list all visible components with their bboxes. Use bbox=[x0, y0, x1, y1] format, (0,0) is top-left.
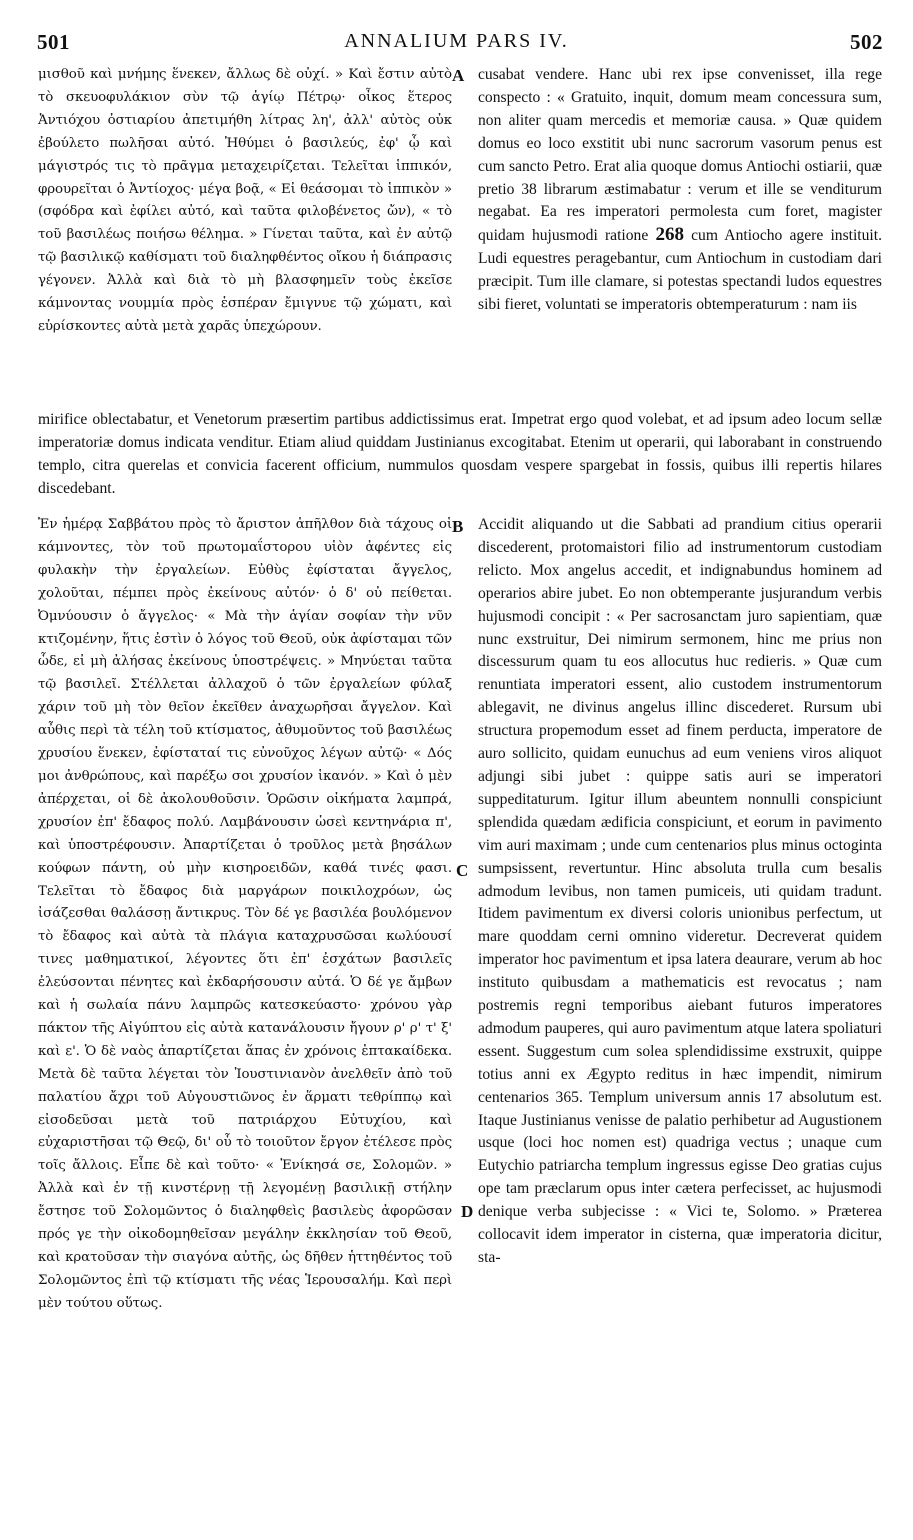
margin-marker-a: A bbox=[452, 66, 465, 85]
latin-text-1 bbox=[478, 64, 882, 317]
greek-text-2: Ἐν ἡμέρᾳ Σαββάτου πρὸς τὸ ἄριστον ἀπῆλθον διὰ τάχους οἱ κάμνοντες, τὸν τοῦ πρωτομαΐστορου υἱὸν ἀφέντες εἰς φυλακὴν τὴν ἐργαλείων. Εὐθὺς ἐφίσταται ἄγγελος, χολοῦται, πέμπει πρὸς ἐκείνους αὐτόν· ὁ δ' οὐ πείθεται. Ὀμνύουσιν ὁ ἄγγελος· « Μὰ τὴν ἁγίαν σοφίαν τὴν νῦν κτιζομένην, ἥτις ἐστὶν ὁ λόγος τοῦ Θεοῦ, οὐκ ἀφίσταμαι τῶν ὧδε, εἰ μὴ ἀλήσας ἐκείνους ὑποστρέψεις. » Μηνύεται ταῦτα τῷ βασιλεῖ. Στέλλεται ἀλλαχοῦ ὁ τῶν ἐργαλείων φύλαξ χάριν τοῦ μὴ τὸν θεῖον ἐκεῖθεν ἀναχωρῆσαι ἄγγελον. Καὶ αὖθις περὶ τὰ τέλη τοῦ κτίσματος, ἀθυμοῦντος τοῦ βασιλέως χρυσίου ἕνεκεν, ἐφίσταταί τις εὐνοῦχος λέγων αὐτῷ· « Δός μοι ἀνθρώπους, καὶ παρέξω σοι χρυσίον ἱκανόν. » Καὶ ὁ μὲν ἀπέρχεται, οἱ δὲ ἀκολουθοῦσιν. Ὁρῶσιν οἰκήματα λαμπρά, χρυσίον ἐπ' ἔδαφος πολύ. Λαμβάνουσιν ὡσεὶ κεντηνάρια π', καὶ ὑποστρέφουσιν. Ἀπαρτίζεται ὁ τροῦλος μετὰ βησάλων κούφων πάντη, οὐ μὴν κισηροειδῶν, καθά τινές φασι. Τελεῖται τὸ ἔδαφος διὰ μαργάρων ποικιλοχρόων, ὡς ἰσάζεσθαι θαλάσσῃ ἄντικρυς. Τὸν δέ γε βασιλέα βουλόμενον τὸ ἔδαφος καὶ αὐτὰ τὰ πλάγια καταχρυσῶσαι κωλύουσί τινες μαθηματικοί, λέγοντες ὅτι ἐπ' ἐσχάτων βασιλεῖς ἐλεύσονται πένητες καὶ ἐκδαρήσουσιν αὐτά. Ὁ δέ γε ἄμβων καὶ ἡ σωλαία πάνυ λαμπρῶς κατεσκεύαστο· χρόνου γὰρ πάκτον τῆς Αἰγύπτου εἰς αὐτὰ κατανάλουσιν ἤγουν ρ' ρ' τ' ξ' καὶ ε'. Ὁ δὲ ναὸς ἀπαρτίζεται ἅπας ἐν χρόνοις ἑπτακαίδεκα. Μετὰ δὲ ταῦτα λέγεται τὸν Ἰουστινιανὸν ἀνελθεῖν ἀπὸ τοῦ παλατίου ἄχρι τοῦ Αὐγουστιῶνος ἐν ἅρματι τεθρίππῳ καὶ εἰσοδεῦσαι μετὰ τοῦ πατριάρχου Εὐτυχίου, καὶ εὐχαριστῆσαι τῷ Θεῷ, δι' οὗ τὸ τοιοῦτον ἔργον ἐτέλεσε πρὸς τοῖς ἄλλοις. Εἶπε δὲ καὶ τοῦτο· « Ἐνίκησά σε, Σολομῶν. » Ἀλλὰ καὶ ἐν τῇ κινστέρνῃ τῇ λεγομένῃ βασιλικῇ στήλην ἔστησε τοῦ Σολομῶντος ὁ διαληφθεὶς βασιλεὺς ἀφορῶσαν πρός γε τὴν οἰκοδομηθεῖσαν μεγάλην ἐκκλησίαν τοῦ Θεοῦ, καὶ κρατοῦσαν τὴν σιαγόνα αὐτῆς, ὡς δῆθεν ἡττηθέντος τοῦ Σολομῶντος ἐπὶ τῷ κτίσματι τῆς νέας Ἱερουσαλήμ. Καὶ περὶ μὲν τούτου οὕτως. bbox=[38, 517, 452, 1311]
margin-marker-b: B bbox=[452, 517, 464, 536]
latin-column-section-1 bbox=[478, 64, 882, 317]
latin-text-2: Accidit aliquando ut die Sabbati ad prandium citius operarii discederent, protomaistori filio ad instrumentorum custodiam relicto. Mox angelus accedit, et indignabundus hominem ad operarios abire jubet. Eo non obtemperante jusjurandum verbis hujusmodi concipit : « Per sacrosanctam juro sapientiam, quæ nunc exstruitur, Dei nimirum sermonem, hinc me prius non discessurum quam tu eos allocutus huc redieris. » Quæ cum renuntiata imperatori essent, alio custodem instrumentorum ablegavit, ne divinus angelus illinc discederet. Rursum ubi structura propemodum esset ad finem perducta, imperatore de auro sollicito, quidam eunuchus ad eum veniens viros aliquot adjungi sibi jubet : quippe satis auri se imperatori suppeditaturum. Igitur illum abeuntem nonnulli conspiciunt splendida quædam ædificia conspiciunt, et eorum in pavimento vim auri maximam ; unde cum centenarios plus minus octoginta sumpsissent, revertuntur. Hinc absoluta trulla cum besalis admodum levibus, non tamen pumiceis, uti quidam tradunt. Itidem pavimentum ex diversi coloris unionibus perfectum, ut mare quoddam cerni omnino videretur. Decreverat quidem imperator hoc pavimentum et ipsa latera deaurare, verum ab hoc instituto quibusdam a mathematicis est revocatus ; nam postremis regni temporibus aiebant futuros imperatores admodum pauperes, qui auro pavimentum atque latera spoliaturi essent. Suggestum cum solea splendidissime exstruxit, quippe totius anni ex Ægypto reditus in hæc impendit, nimirum centenarios 365. Templum universum annis 17 absolutum est. Itaque Justinianus venisse de palatio perhibetur ad Augustionem usque (loci hoc nomen est) quadriga vectus ; unaque cum Eutychio patriarcha templum ingressus egisse Deo gratias cujus ope tam præclarum opus inter cætera perfecisset, ac hujusmodi denique verba subjecisse : « Vici te, Solomo. » Præterea collocavit idem imperator in cisterna, quæ imperatoria dicitur, sta- bbox=[478, 516, 882, 1266]
page-number-left: 501 bbox=[37, 30, 70, 54]
margin-number-268: 268 bbox=[655, 224, 684, 246]
latin-full-width-paragraph bbox=[38, 409, 882, 501]
latin-full-text: mirifice oblectabatur, et Venetorum præsertim partibus addictissimus erat. Impetrat ergo quod volebat, et ad ipsum adeo locum sellæ imperatoriæ domus indicata venditur. Etiam aliud quiddam Justinianus excogitabat. Etenim ut operarii, qui laborabant in construendo templo, citra querelas et convicia facerent officium, nummulos quosdam vespere spargebat in fossis, quibus illi repertis hilares discedebant. bbox=[38, 411, 882, 497]
greek-column-section-1 bbox=[38, 64, 452, 339]
greek-column-section-2 bbox=[38, 514, 452, 1316]
latin-text-1-pre: cusabat vendere. Hanc ubi rex ipse convenisset, illa rege conspecto : « Gratuito, inquit, domum meam concessura sum, non aliter quam mercedis et memoriæ causa. » Quæ quidem domus eo loco exstitit ubi nunc sacrorum vasorum penus est cum sancto Petro. Erat alia quoque domus Antiochi ostiarii, quæ pretio 38 librarum æstimabatur : verum et ille se venditurum negabat. Ea res imperatori permolesta cum foret, magister quidam hujusmodi ratione bbox=[478, 66, 882, 245]
greek-text-1: μισθοῦ καὶ μνήμης ἕνεκεν, ἄλλως δὲ οὐχί. » Καὶ ἔστιν αὐτὸ τὸ σκευοφυλάκιον σὺν τῷ ἁγίῳ Πέτρῳ· οἶκος ἕτερος Ἀντιόχου ὀστιαρίου ἀπετιμήθη λίτρας λη', ἀλλ' αὐτὸς οὐκ ἐβούλετο πωλῆσαι αὐτό. Ἠθύμει ὁ βασιλεύς, ἐφ' ᾧ καὶ μάγιστρός τις τὸ πρᾶγμα μεταχειρίζεται. Τελεῖται ἱππικόν, φρουρεῖται ὁ Ἀντίοχος· μέγα βοᾷ, « Εἰ θεάσομαι τὸ ἱππικὸν » (σφόδρα καὶ ἐφίλει αὐτό, καὶ ταῦτα φιλοβένετος ὤν), « τὸ τοῦ βασιλέως ποιήσω θέλημα. » Γίνεται ταῦτα, καὶ ἐν αὐτῷ τῷ βασιλικῷ καθίσματι τοῦ διαληφθέντος οἴκου ἡ διάπρασις γέγονεν. Ἀλλὰ καὶ διὰ τὸ μὴ βλασφημεῖν τοὺς ἐκεῖσε κάμνοντας νουμμία πρὸς ἑσπέραν ἔμιγνυε τῷ χώματι, καὶ εὑρίσκοντες αὐτὰ μετὰ χαρᾶς ὑπεχώρουν. bbox=[38, 67, 452, 334]
margin-marker-d: D bbox=[461, 1202, 474, 1221]
margin-marker-c: C bbox=[456, 861, 469, 880]
latin-column-section-2 bbox=[478, 514, 882, 1270]
page-number-right: 502 bbox=[850, 30, 883, 54]
running-head: ANNALIUM PARS IV. bbox=[344, 30, 569, 52]
latin-text-1-post: cum Antiocho agere instituit. Ludi equestres peragebantur, cum Antiochum in custodiam dari præcipit. Tum ille clamare, si potestas spectandi ludos equestres sibi fieret, voluntati se imperatoris obtemperaturum : nam iis bbox=[478, 227, 882, 314]
